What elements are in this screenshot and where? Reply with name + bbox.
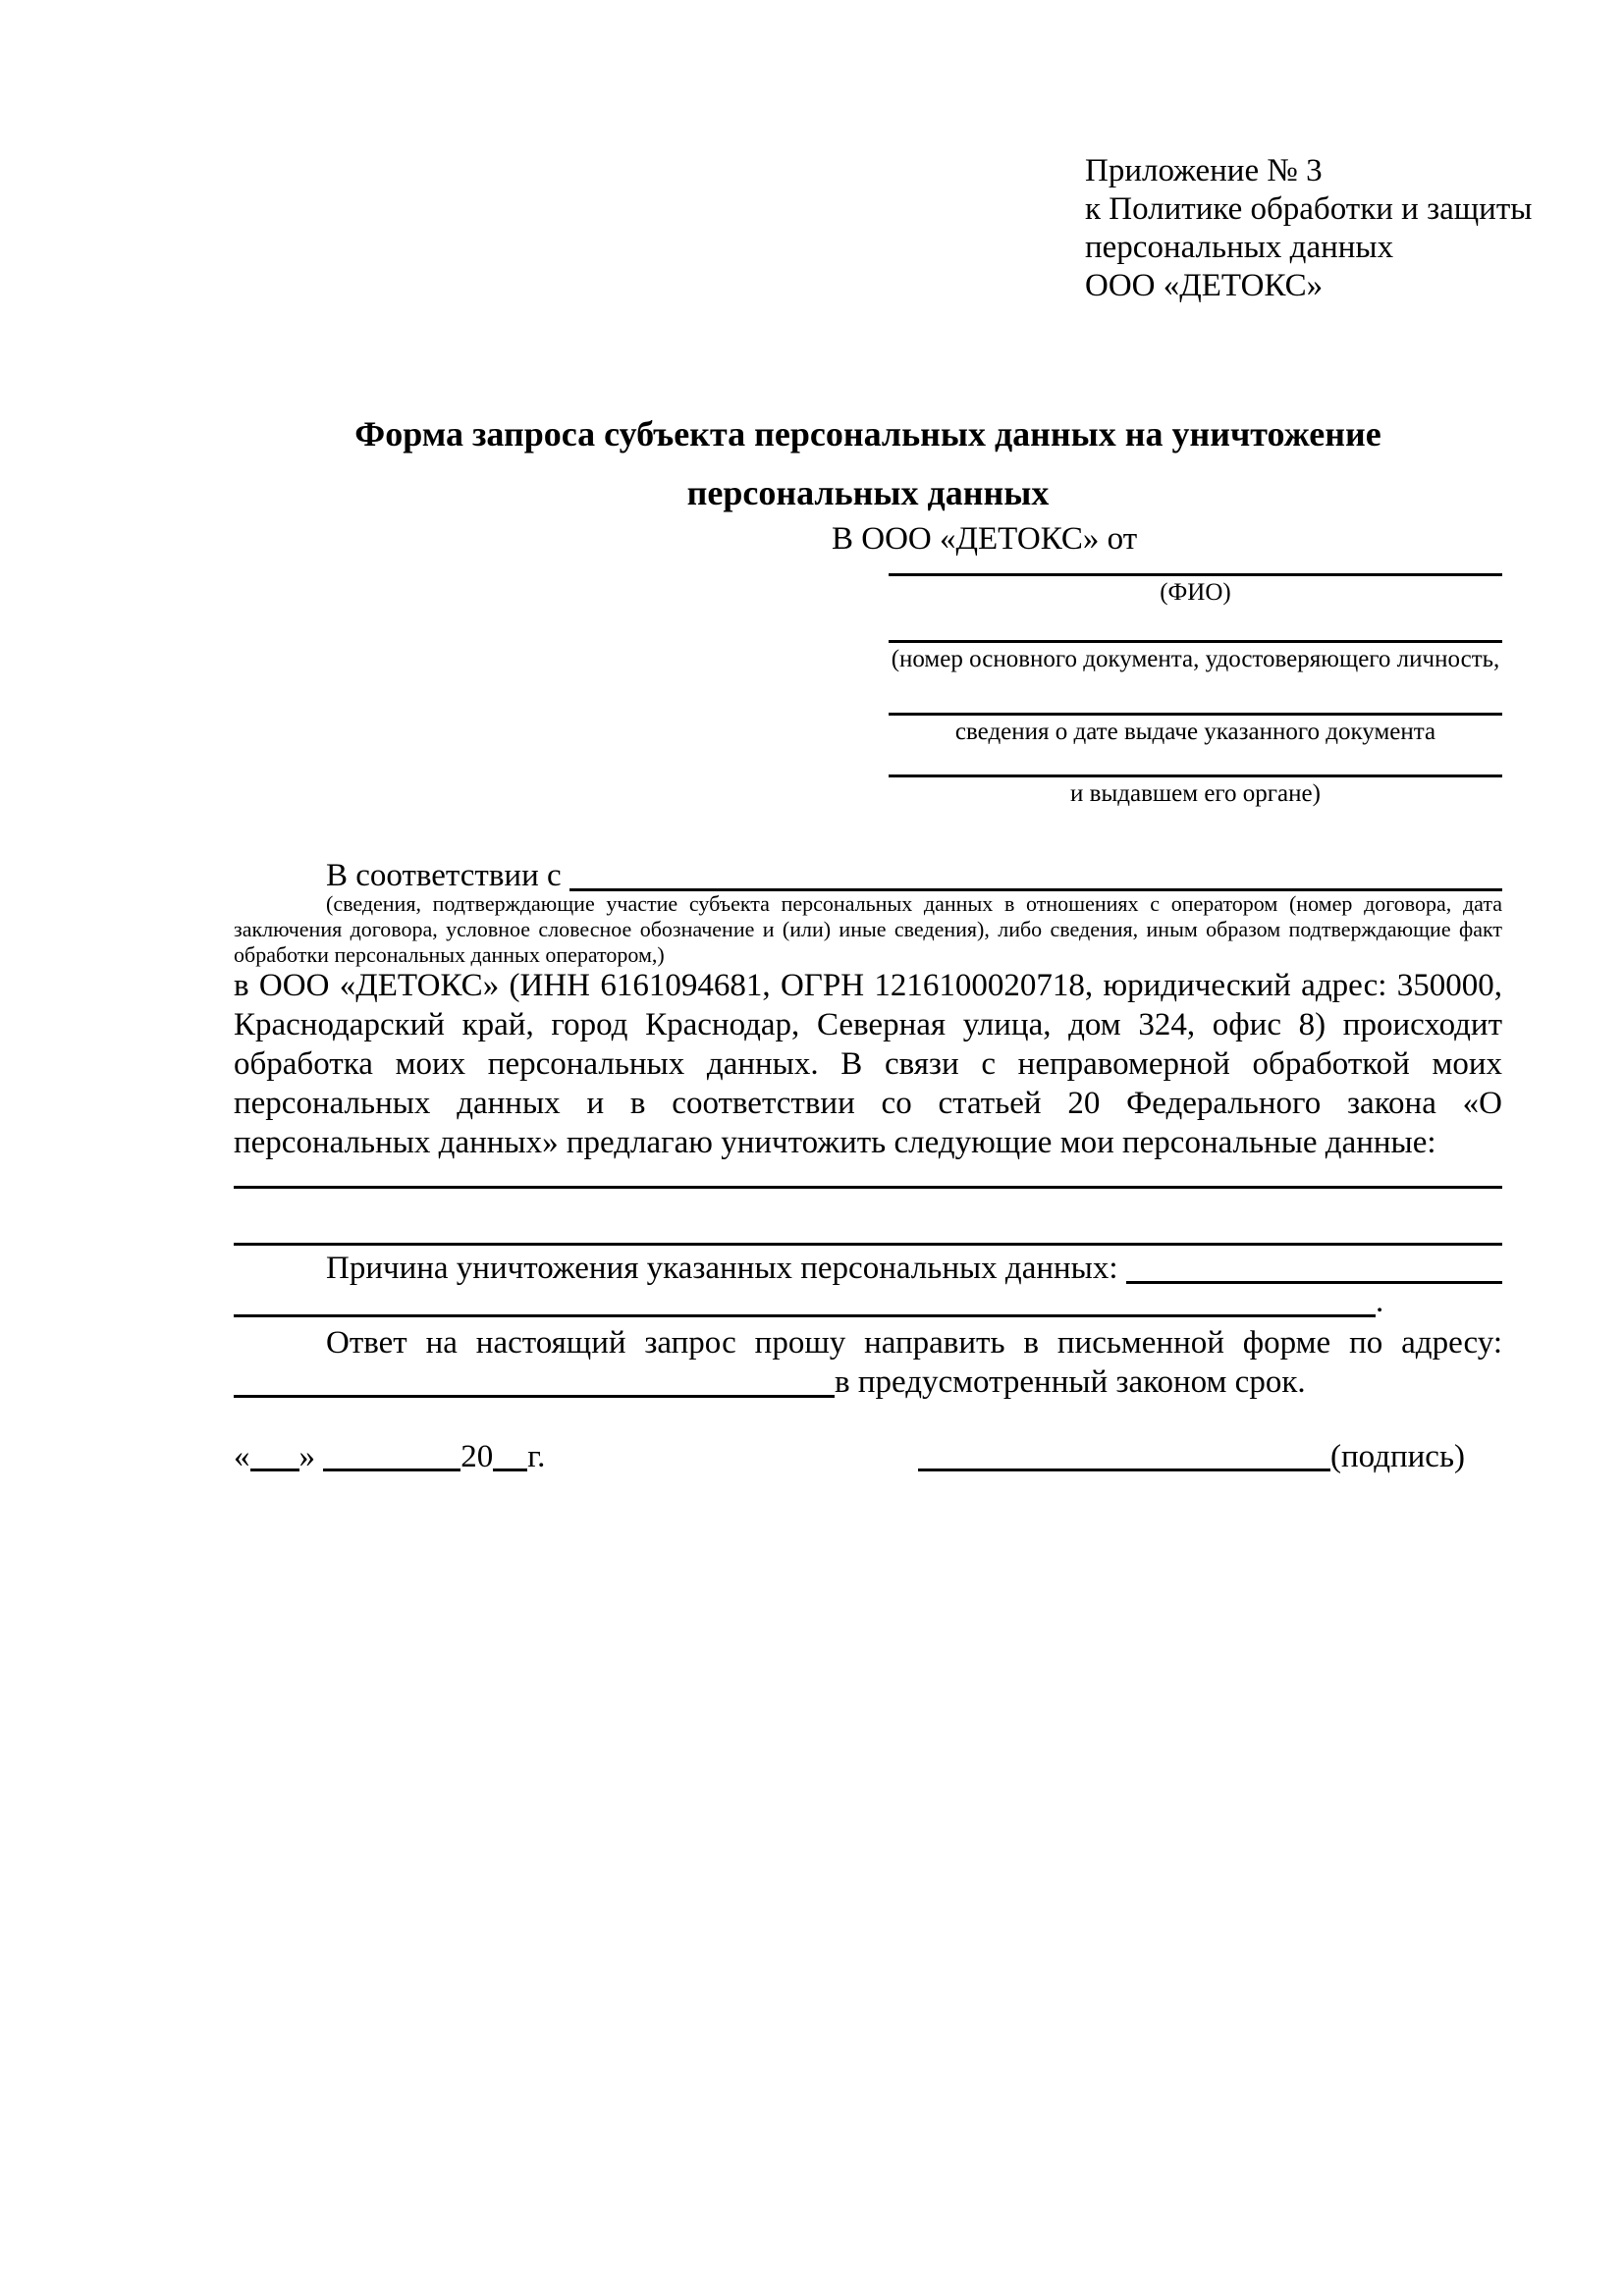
annex-line-1: Приложение № 3	[1085, 153, 1323, 188]
data-blank-line-2	[234, 1243, 1502, 1246]
reply-sentence: Ответ на настоящий запрос прошу направить в письменной форме по адресу:	[326, 1325, 1502, 1361]
issue-date-blank-field	[889, 713, 1502, 746]
fio-blank-field	[889, 573, 1502, 607]
title-line-2: персональных данных	[686, 473, 1050, 512]
signature-row	[918, 1437, 1465, 1476]
annex-line-3: персональных данных	[1085, 230, 1394, 265]
signature-caption: (подпись)	[1330, 1439, 1465, 1474]
issue-date-caption: сведения о дате выдаче указанного документа	[954, 719, 1436, 745]
note-line-2: заключения договора, условное словесное обозначение и (или) иные сведения), либо сведения, иным образом подтверждающие факт	[234, 917, 1502, 941]
annex-block	[1085, 152, 1532, 305]
reply-address-row	[234, 1362, 1502, 1402]
body-paragraph	[234, 966, 1502, 1162]
body-line-5: персональных данных» предлагаю уничтожить следующие мои персональные данные:	[234, 1125, 1436, 1160]
date-quote-open: «	[234, 1439, 250, 1474]
address-blank-field	[234, 1395, 835, 1398]
title-line-1: Форма запроса субъекта персональных данных на уничтожение	[354, 414, 1381, 454]
document-number-blank-field	[889, 640, 1502, 673]
date-quote-close: »	[298, 1439, 315, 1474]
document-number-caption: (номер основного документа, удостоверяющего личность,	[891, 646, 1500, 672]
signature-blank-field	[918, 1439, 1330, 1471]
body-line-1: в ООО «ДЕТОКС» (ИНН 6161094681, ОГРН 1216100020718, юридический адрес: 350000,	[234, 968, 1502, 1003]
date-year-blank-field	[493, 1439, 527, 1471]
accordance-note	[234, 891, 1502, 968]
reason-label: Причина уничтожения указанных персональных данных:	[326, 1251, 1118, 1286]
date-row	[234, 1437, 545, 1476]
body-line-2: Краснодарский край, город Краснодар, Северная улица, дом 324, офис 8) происходит	[234, 1007, 1502, 1042]
body-line-3: обработка моих персональных данных. В связи с неправомерной обработкой моих	[234, 1046, 1502, 1082]
accordance-label: В соответствии с	[326, 858, 562, 893]
accordance-row	[234, 856, 1502, 895]
data-blank-line-1	[234, 1186, 1502, 1189]
annex-line-4: ООО «ДЕТОКС»	[1085, 268, 1324, 303]
issuer-caption: и выдавшем его органе)	[1070, 780, 1321, 807]
reply-tail: в предусмотренный законом срок.	[835, 1364, 1306, 1400]
addressee-line: В ООО «ДЕТОКС» от	[832, 521, 1138, 557]
annex-line-2: к Политике обработки и защиты	[1085, 191, 1533, 227]
date-century: 20	[460, 1439, 494, 1474]
body-line-4: персональных данных и в соответствии со статьей 20 Федерального закона «О	[234, 1086, 1502, 1121]
page-title	[234, 404, 1502, 522]
reason-blank-field-2	[234, 1314, 1376, 1317]
date-month-blank-field	[323, 1439, 460, 1471]
reason-continuation-row	[234, 1282, 1502, 1321]
fio-caption: (ФИО)	[1160, 579, 1231, 606]
note-line-1: (сведения, подтверждающие участие субъекта персональных данных в отношениях с оператором (номер договора, дата	[326, 891, 1502, 916]
issuer-blank-field	[889, 774, 1502, 808]
note-line-3: обработки персональных данных оператором,)	[234, 942, 665, 967]
date-era: г.	[527, 1439, 546, 1474]
date-day-blank-field	[250, 1439, 299, 1471]
sentence-period: .	[1376, 1284, 1384, 1319]
